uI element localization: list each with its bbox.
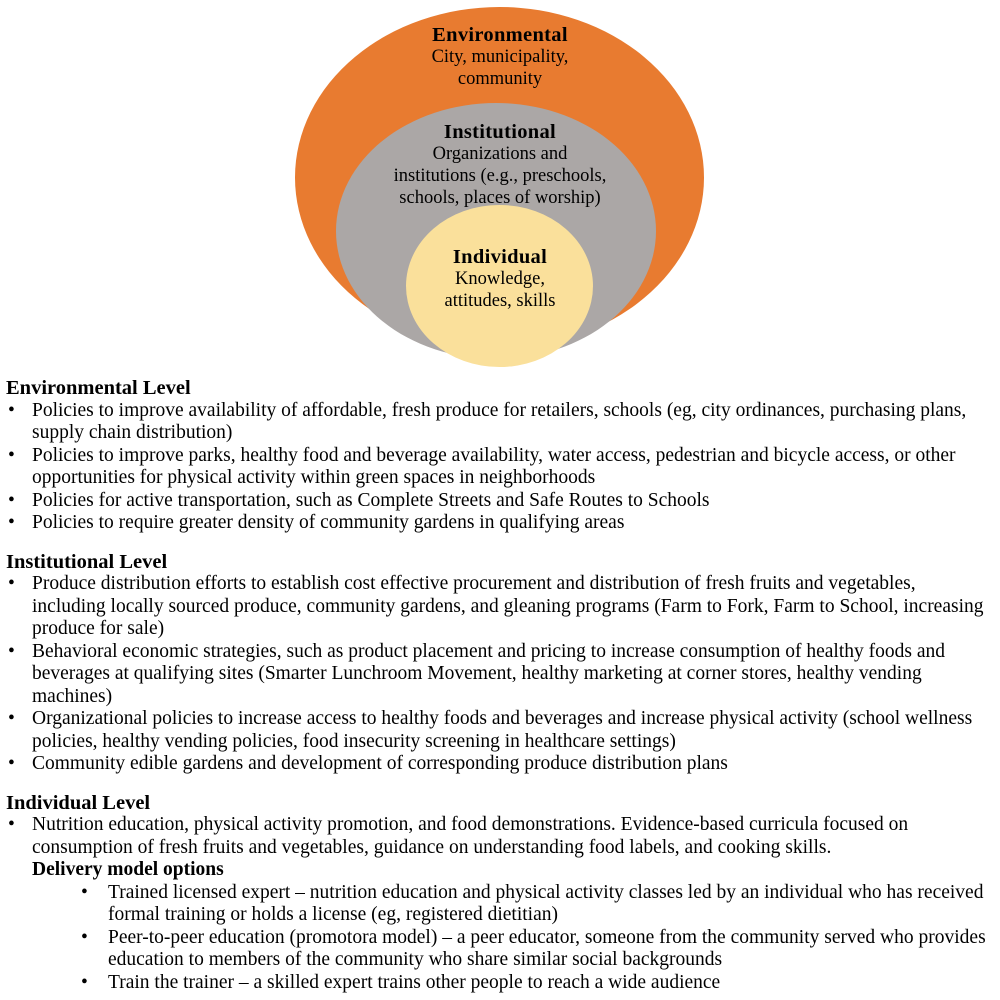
bullet-marker: • xyxy=(8,489,15,511)
bullet-text: Nutrition education, physical activity promotion, and food demonstrations. Evidence-based curricula focused on consumption of fresh fruits and vegetables, guidance on understanding food labels, and cooking skills. xyxy=(32,814,909,858)
individual-ring-subtitle-line: attitudes, skills xyxy=(444,291,556,311)
bullet-marker: • xyxy=(8,444,15,466)
bullet-marker: • xyxy=(81,881,88,903)
environmental-ring-subtitle-line: community xyxy=(457,69,543,89)
institutional-ring-subtitle-line: Organizations and xyxy=(432,144,568,164)
individual-ring-label xyxy=(390,246,610,312)
environmental-ring-title: Environmental xyxy=(432,24,568,46)
sub-bullet-text: Peer-to-peer education (promotora model) – a peer educator, someone from the community served who provides education to members of the community who share similar social backgrounds xyxy=(108,926,986,970)
bullet-text: Behavioral economic strategies, such as product placement and pricing to increase consumption of healthy foods and beverages at qualifying sites (Smarter Lunchroom Movement, healthy marketing at corner stores, healthy vending machines) xyxy=(32,640,945,707)
delivery-model-options-subheading: Delivery model options xyxy=(32,859,224,880)
socioecological-model-diagram xyxy=(0,0,1000,371)
bullet-marker: • xyxy=(8,708,15,729)
bullet-item xyxy=(6,573,994,641)
section-environmental-level xyxy=(6,377,994,535)
institutional-ring-subtitle-line: schools, places of worship) xyxy=(399,188,601,208)
bullet-item xyxy=(6,641,994,709)
bullet-text: Policies for active transportation, such as Complete Streets and Safe Routes to Schools xyxy=(32,489,710,511)
bullet-marker: • xyxy=(81,926,88,948)
environmental-ring-subtitle-line: City, municipality, xyxy=(431,47,569,67)
individual-ring-subtitle-line: Knowledge, xyxy=(455,269,545,289)
bullet-marker: • xyxy=(8,399,15,421)
sub-bullet-item xyxy=(78,927,994,972)
bullet-text: Policies to improve availability of affordable, fresh produce for retailers, schools (eg, city ordinances, purchasing plans, supply chain distribution) xyxy=(32,399,967,443)
sub-bullet-text: Train the trainer – a skilled expert trains other people to reach a wide audience xyxy=(108,971,721,993)
bullet-item xyxy=(6,708,994,753)
section-institutional-level xyxy=(6,551,994,776)
bullet-item xyxy=(6,512,994,535)
bullet-text: Organizational policies to increase access to healthy foods and beverages and increase physical activity (school wellness policies, healthy vending policies, food insecurity screening in healthcare settings) xyxy=(32,708,973,752)
bullet-marker: • xyxy=(8,753,15,774)
bullet-text: Produce distribution efforts to establish cost effective procurement and distribution of fresh fruits and vegetables, including locally sourced produce, community gardens, and gleaning programs (Farm to Fork, Farm to School, increasing produce for sale) xyxy=(32,573,984,639)
bullet-item xyxy=(6,490,994,513)
section-individual-level xyxy=(6,792,994,995)
bullet-marker: • xyxy=(8,640,15,662)
bullet-item xyxy=(6,400,994,445)
institutional-ring-title: Institutional xyxy=(443,121,557,143)
sub-bullet-text: Trained licensed expert – nutrition education and physical activity classes led by an individual who has received formal training or holds a license (eg, registered dietitian) xyxy=(108,881,984,925)
bullet-marker: • xyxy=(8,814,15,835)
section-heading: Institutional Level xyxy=(6,550,168,573)
bullet-marker: • xyxy=(8,512,15,533)
individual-ring-title: Individual xyxy=(452,246,548,268)
bullet-marker: • xyxy=(81,971,88,993)
bullet-item xyxy=(6,753,994,776)
level-descriptions xyxy=(0,371,1000,994)
sub-bullet-item xyxy=(78,882,994,927)
bullet-text: Community edible gardens and development of corresponding produce distribution plans xyxy=(32,753,728,774)
bullet-marker: • xyxy=(8,573,15,594)
bullet-item xyxy=(6,445,994,490)
section-heading: Individual Level xyxy=(6,791,151,814)
bullet-text: Policies to improve parks, healthy food and beverage availability, water access, pedestrian and bicycle access, or other opportunities for physical activity within green spaces in neighborhoods xyxy=(32,444,956,488)
bullet-item xyxy=(6,814,994,859)
institutional-ring-subtitle-line: institutions (e.g., preschools, xyxy=(393,166,607,186)
sub-bullet-item xyxy=(78,972,994,995)
section-heading: Environmental Level xyxy=(6,377,191,399)
environmental-ring-label xyxy=(290,24,710,90)
institutional-ring-label xyxy=(290,121,710,209)
bullet-text: Policies to require greater density of community gardens in qualifying areas xyxy=(32,512,625,533)
